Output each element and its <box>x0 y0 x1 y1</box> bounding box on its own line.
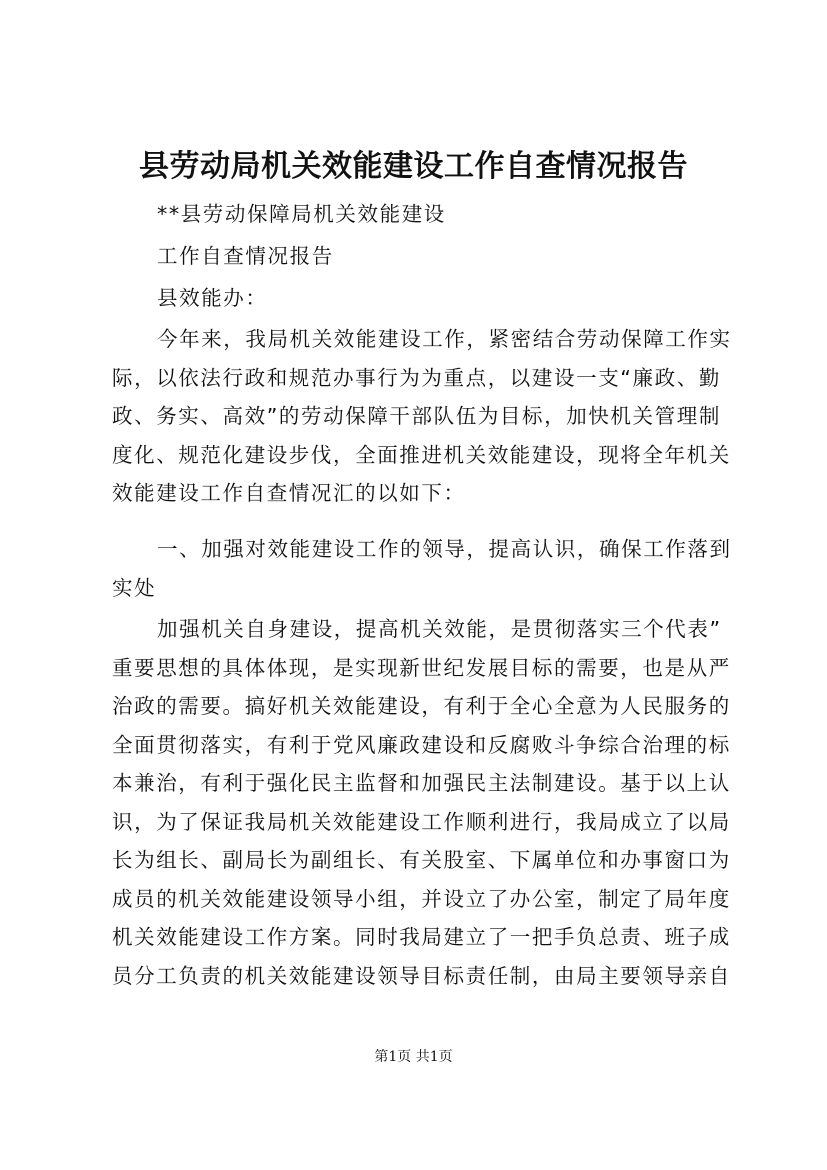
paragraph-1-line: 度化、规范化建设步伐，全面推进机关效能建设，现将全年机关 <box>112 442 731 467</box>
paragraph-2-line: 成员的机关效能建设领导小组，并设立了办公室，制定了局年度 <box>112 886 731 911</box>
paragraph-1-line: 政、务实、高效”的劳动保障干部队伍为目标，加快机关管理制 <box>112 404 721 428</box>
section-1-line: 实处 <box>112 575 157 600</box>
paragraph-1-line: 效能建设工作自查情况汇的以如下： <box>112 481 466 505</box>
paragraph-1-line: 今年来，我局机关效能建设工作，紧密结合劳动保障工作实 <box>157 327 732 351</box>
page-title: 县劳动局机关效能建设工作自查情况报告 <box>139 149 688 184</box>
paragraph-2-line: 识，为了保证我局机关效能建设工作顺利进行，我局成立了以局 <box>112 809 731 834</box>
paragraph-2-line: 长为组长、副局长为副组长、有关股室、下属单位和办事窗口为 <box>112 848 731 872</box>
paragraph-2-line: 机关效能建设工作方案。同时我局建立了一把手负总责、班子成 <box>112 925 731 949</box>
addressee: 县效能办： <box>157 286 268 310</box>
paragraph-2-line: 重要思想的具体体现，是实现新世纪发展目标的需要，也是从严 <box>112 655 731 680</box>
paragraph-2-line: 员分工负责的机关效能建设领导目标责任制，由局主要领导亲自 <box>112 963 731 988</box>
paragraph-1-line: 际，以依法行政和规范办事行为为重点，以建设一支“廉政、勤 <box>112 365 721 390</box>
heading-line-2: 工作自查情况报告 <box>157 244 334 268</box>
paragraph-1 <box>112 320 732 513</box>
paragraph-2-line: 治政的需要。搞好机关效能建设，有利于全心全意为人民服务的 <box>112 694 731 718</box>
section-1-line: 一、加强对效能建设工作的领导，提高认识，确保工作落到 <box>157 537 732 561</box>
heading-line-1: **县劳动保障局机关效能建设 <box>157 202 446 226</box>
paragraph-2-line: 加强机关自身建设，提高机关效能，是贯彻落实三个代表” <box>157 617 722 641</box>
paragraph-2-line: 全面贯彻落实，有利于党风廉政建设和反腐败斗争综合治理的标 <box>112 732 731 757</box>
section-1-heading <box>112 530 732 607</box>
paragraph-2 <box>112 610 732 995</box>
page-number-footer: 第1页 共1页 <box>374 1049 453 1065</box>
paragraph-2-line: 本兼治，有利于强化民主监督和加强民主法制建设。基于以上认 <box>112 771 731 795</box>
